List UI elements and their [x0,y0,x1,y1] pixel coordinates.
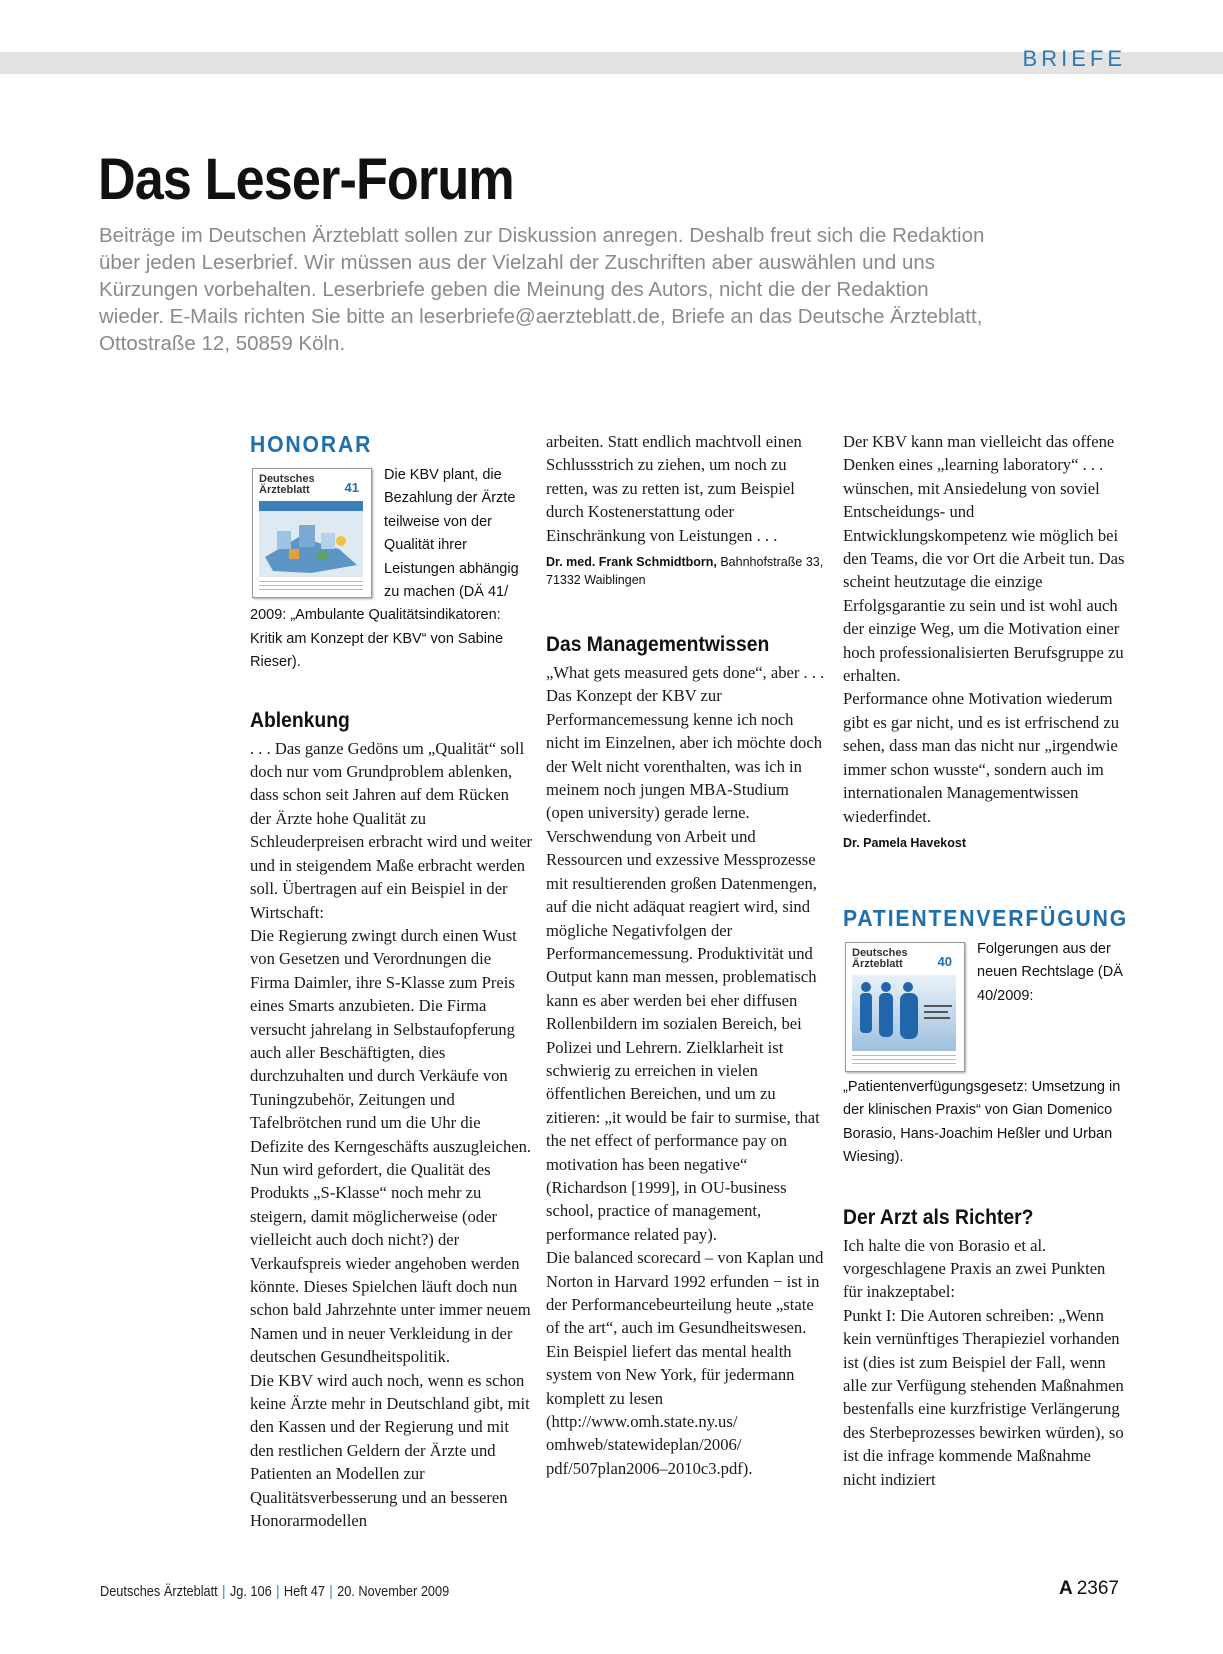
letter-title-ablenkung: Ablenkung [250,708,350,732]
footer-journal: Deutsches Ärzteblatt [100,1584,218,1600]
cover-masthead: Deutsches Ärzteblatt [259,473,315,496]
magazine-cover-40 [845,942,965,1072]
cover-issue-number: 41 [344,480,359,495]
intro-text: Beiträge im Deutschen Ärzteblatt sollen zur Diskussion anregen. Deshalb freut sich die Redaktion über jeden Leserbrief. Wir müssen aus der Vielzahl der Zuschriften aber auswählen und uns Kürzungen vorbehalten. Leserbriefe geben die Meinung des Autors, nicht die der Redaktion wieder. E-Mails richten Sie bitte an leserbriefe@aerzteblatt.de, Briefe an das Deutsche Ärzteblatt, Ottostraße 12, 50859 Köln. [99,224,985,355]
category-patientenverfuegung: PATIENTENVERFÜGUNG [843,904,1129,931]
paragraph: Der KBV kann man vielleicht das offene Denken eines „learning laboratory“ . . . wünschen, mit Ansiedelung von soviel Entscheidungs- und Entwicklungskompetenz wie möglich bei den Teams, die vor Ort die Arbeit tun. Das scheint heutzutage die einzige Erfolgsgarantie zu sein und ist wohl auch der einzige Weg, um die Motivation einer hoch professionalisierten Berufsgruppe zu erhalten. [843,432,1125,686]
footer-date: 20. November 2009 [337,1584,450,1600]
paragraph: Die Regierung zwingt durch einen Wust von Gesetzen und Verordnungen die Firma Daimler, ihre S-Klasse zum Preis eines Smarts anzubieten. Die Firma versucht jahrelang in Selbstaufopferung auch aller Beschäftigten, dies durchzuhalten und durch Verkäufe von Tuningzubehör, Zeitungen und Tafelbrötchen rund um die Uhr die Defizite des Kerngeschäfts auszugleichen. Nun wird gefordert, die Qualität des Produkts „S-Klasse“ noch mehr zu steigern, damit möglicherweise (oder vielleicht auch doch nicht?) der Verkaufspreis wieder angehoben werden könnte. Dieses Spielchen läuft doch nun schon bald Jahrzehnte unter immer neuem Namen und in neuer Verkleidung in der deutschen Gesundheitspolitik. [250,925,532,1367]
footer-volume: Jg. 106 [229,1584,272,1600]
author-name: Dr. Pamela Havekost [843,835,966,850]
author-signature [546,553,830,589]
magazine-cover-41 [252,468,372,598]
page-number-value: 2367 [1076,1578,1119,1599]
letter-body-ablenkung [250,737,534,1533]
author-signature [843,834,1127,852]
cover-issue-number: 40 [937,953,952,969]
page-title: Das Leser-Forum [98,147,514,212]
column-3 [843,430,1127,1491]
page-prefix: A [1058,1578,1073,1599]
footer-separator: | [276,1584,280,1600]
column-1 [250,430,534,1532]
paragraph: Die balanced scorecard – von Kaplan und Norton in Harvard 1992 erfunden − ist in der Performancebeurteilung heute „state of the art“, auch im Gesundheitswesen. Ein Beispiel liefert das mental health system von New York, für jedermann komplett zu lesen (http://www.omh.state.ny.us/ omhweb/statewideplan/2006/ pdf/507plan2006–2010c3.pdf). [546,1248,824,1478]
cover-illustration [259,501,363,577]
letter-title-managementwissen: Das Managementwissen [546,633,770,657]
author-name: Dr. med. Frank Schmidtborn, [546,555,717,570]
paragraph: . . . Das ganze Gedöns um „Qualität“ soll doch nur vom Grundproblem ablenken, dass schon seit Jahren auf dem Rücken der Ärzte hohe Qualität zu Schleuderpreisen erbracht wird und weiter und in steigendem Maße erbracht werden soll. Übertragen auf ein Beispiel in der Wirtschaft: [250,738,532,922]
footer-separator: | [222,1584,226,1600]
reference-text: Folgerungen aus der neuen Rechtslage (DÄ 40/2009: „Patientenverfügungsgesetz: Umsetzung in der klinischen Praxis“ von Gian Domenico Borasio, Hans-Joachim Heßler und Urban Wiesing). [843,940,1123,1166]
letter-body-ablenkung-continued [546,430,830,547]
cover-masthead: Deutsches Ärzteblatt [852,946,908,970]
letter-body-arzt-als-richter [843,1234,1127,1491]
column-2 [546,430,830,1480]
paragraph: Die KBV wird auch noch, wenn es schon keine Ärzte mehr in Deutschland gibt, mit den Kassen und der Regierung und mit den restlichen Geldern der Ärzte und Patienten an Modellen zur Qualitätsverbesserung und an besseren Honorarmodellen [250,1370,530,1531]
paragraph: „What gets measured gets done“, aber . . . Das Konzept der KBV zur Performancemessung kenne ich noch nicht im Einzelnen, aber ich möchte doch der Welt nicht vorenthalten, was ich in meinem noch jungen MBA-Studium (open university) gerade lerne. Verschwendung von Arbeit und Ressourcen und exzessive Messprozesse mit resultierenden großen Datenmengen, auf die nicht adäquat reagiert wird, sind mögliche Negativfolgen der Performancemessung. Produktivität und Output kann man messen, problematisch kann es aber werden bei eher diffusen Rollenbildern im sozialen Bereich, bei Polizei und Lehrern. Zielklarheit ist schwierig zu erreichen in vielen öffentlichen Bereichen, und um zu zitieren: „it would be fair to surmise, that the net effect of performance pay on motivation has been negative“ (Richardson [1999], in OU-business school, practice of management, performance related pay). [546,663,825,1244]
section-label: BRIEFE [1022,46,1126,71]
footer-issue: Heft 47 [283,1584,326,1600]
cover-footer-lines [852,1055,956,1065]
paragraph: arbeiten. Statt endlich machtvoll einen Schlussstrich zu ziehen, um noch zu retten, was zu retten ist, zum Beispiel durch Kostenerstattung oder Einschränkung von Leistungen . . . [546,432,802,545]
page-number [1059,1578,1119,1600]
letter-title-arzt-als-richter: Der Arzt als Richter? [843,1205,1034,1229]
article-reference-patientenverfuegung [843,938,1127,1170]
paragraph: Performance ohne Motivation wiederum gibt es gar nicht, und es ist erfrischend zu sehen, dass man das nicht nur „irgendwie immer schon wusste“, sondern auch im internationalen Managementwissen wiederfindet. [843,689,1120,826]
letter-body-managementwissen-continued [843,430,1127,828]
footer-separator: | [329,1584,333,1600]
category-honorar: HONORAR [250,431,373,457]
paragraph: Punkt I: Die Autoren schreiben: „Wenn kein vernünftiges Therapieziel vorhanden ist (dies ist zum Beispiel der Fall, wenn alle zur Verfügung stehenden Maßnahmen bestenfalls eine kurzfristige Verlängerung des Sterbeprozesses bewirken würden), so ist die infrage kommende Maßnahme nicht indiziert [843,1305,1124,1489]
cover-illustration [852,975,956,1051]
reference-text: Die KBV plant, die Bezahlung der Ärzte teilweise von der Qualität ihrer Leistungen abhängig zu machen (DÄ 41/ 2009: „Ambulante Qualitätsindikatoren: Kritik am Konzept der KBV“ von Sabine Rieser). [250,467,519,671]
footer-citation [100,1584,449,1600]
paragraph: Ich halte die von Borasio et al. vorgeschlagene Praxis an zwei Punkten für inakzeptabel: [843,1235,1106,1302]
cover-footer-lines [259,581,363,591]
letter-body-managementwissen [546,661,830,1480]
article-reference-honorar [250,464,534,675]
author-address: Bahnhofstraße 33, 71332 Waiblingen [546,555,824,588]
